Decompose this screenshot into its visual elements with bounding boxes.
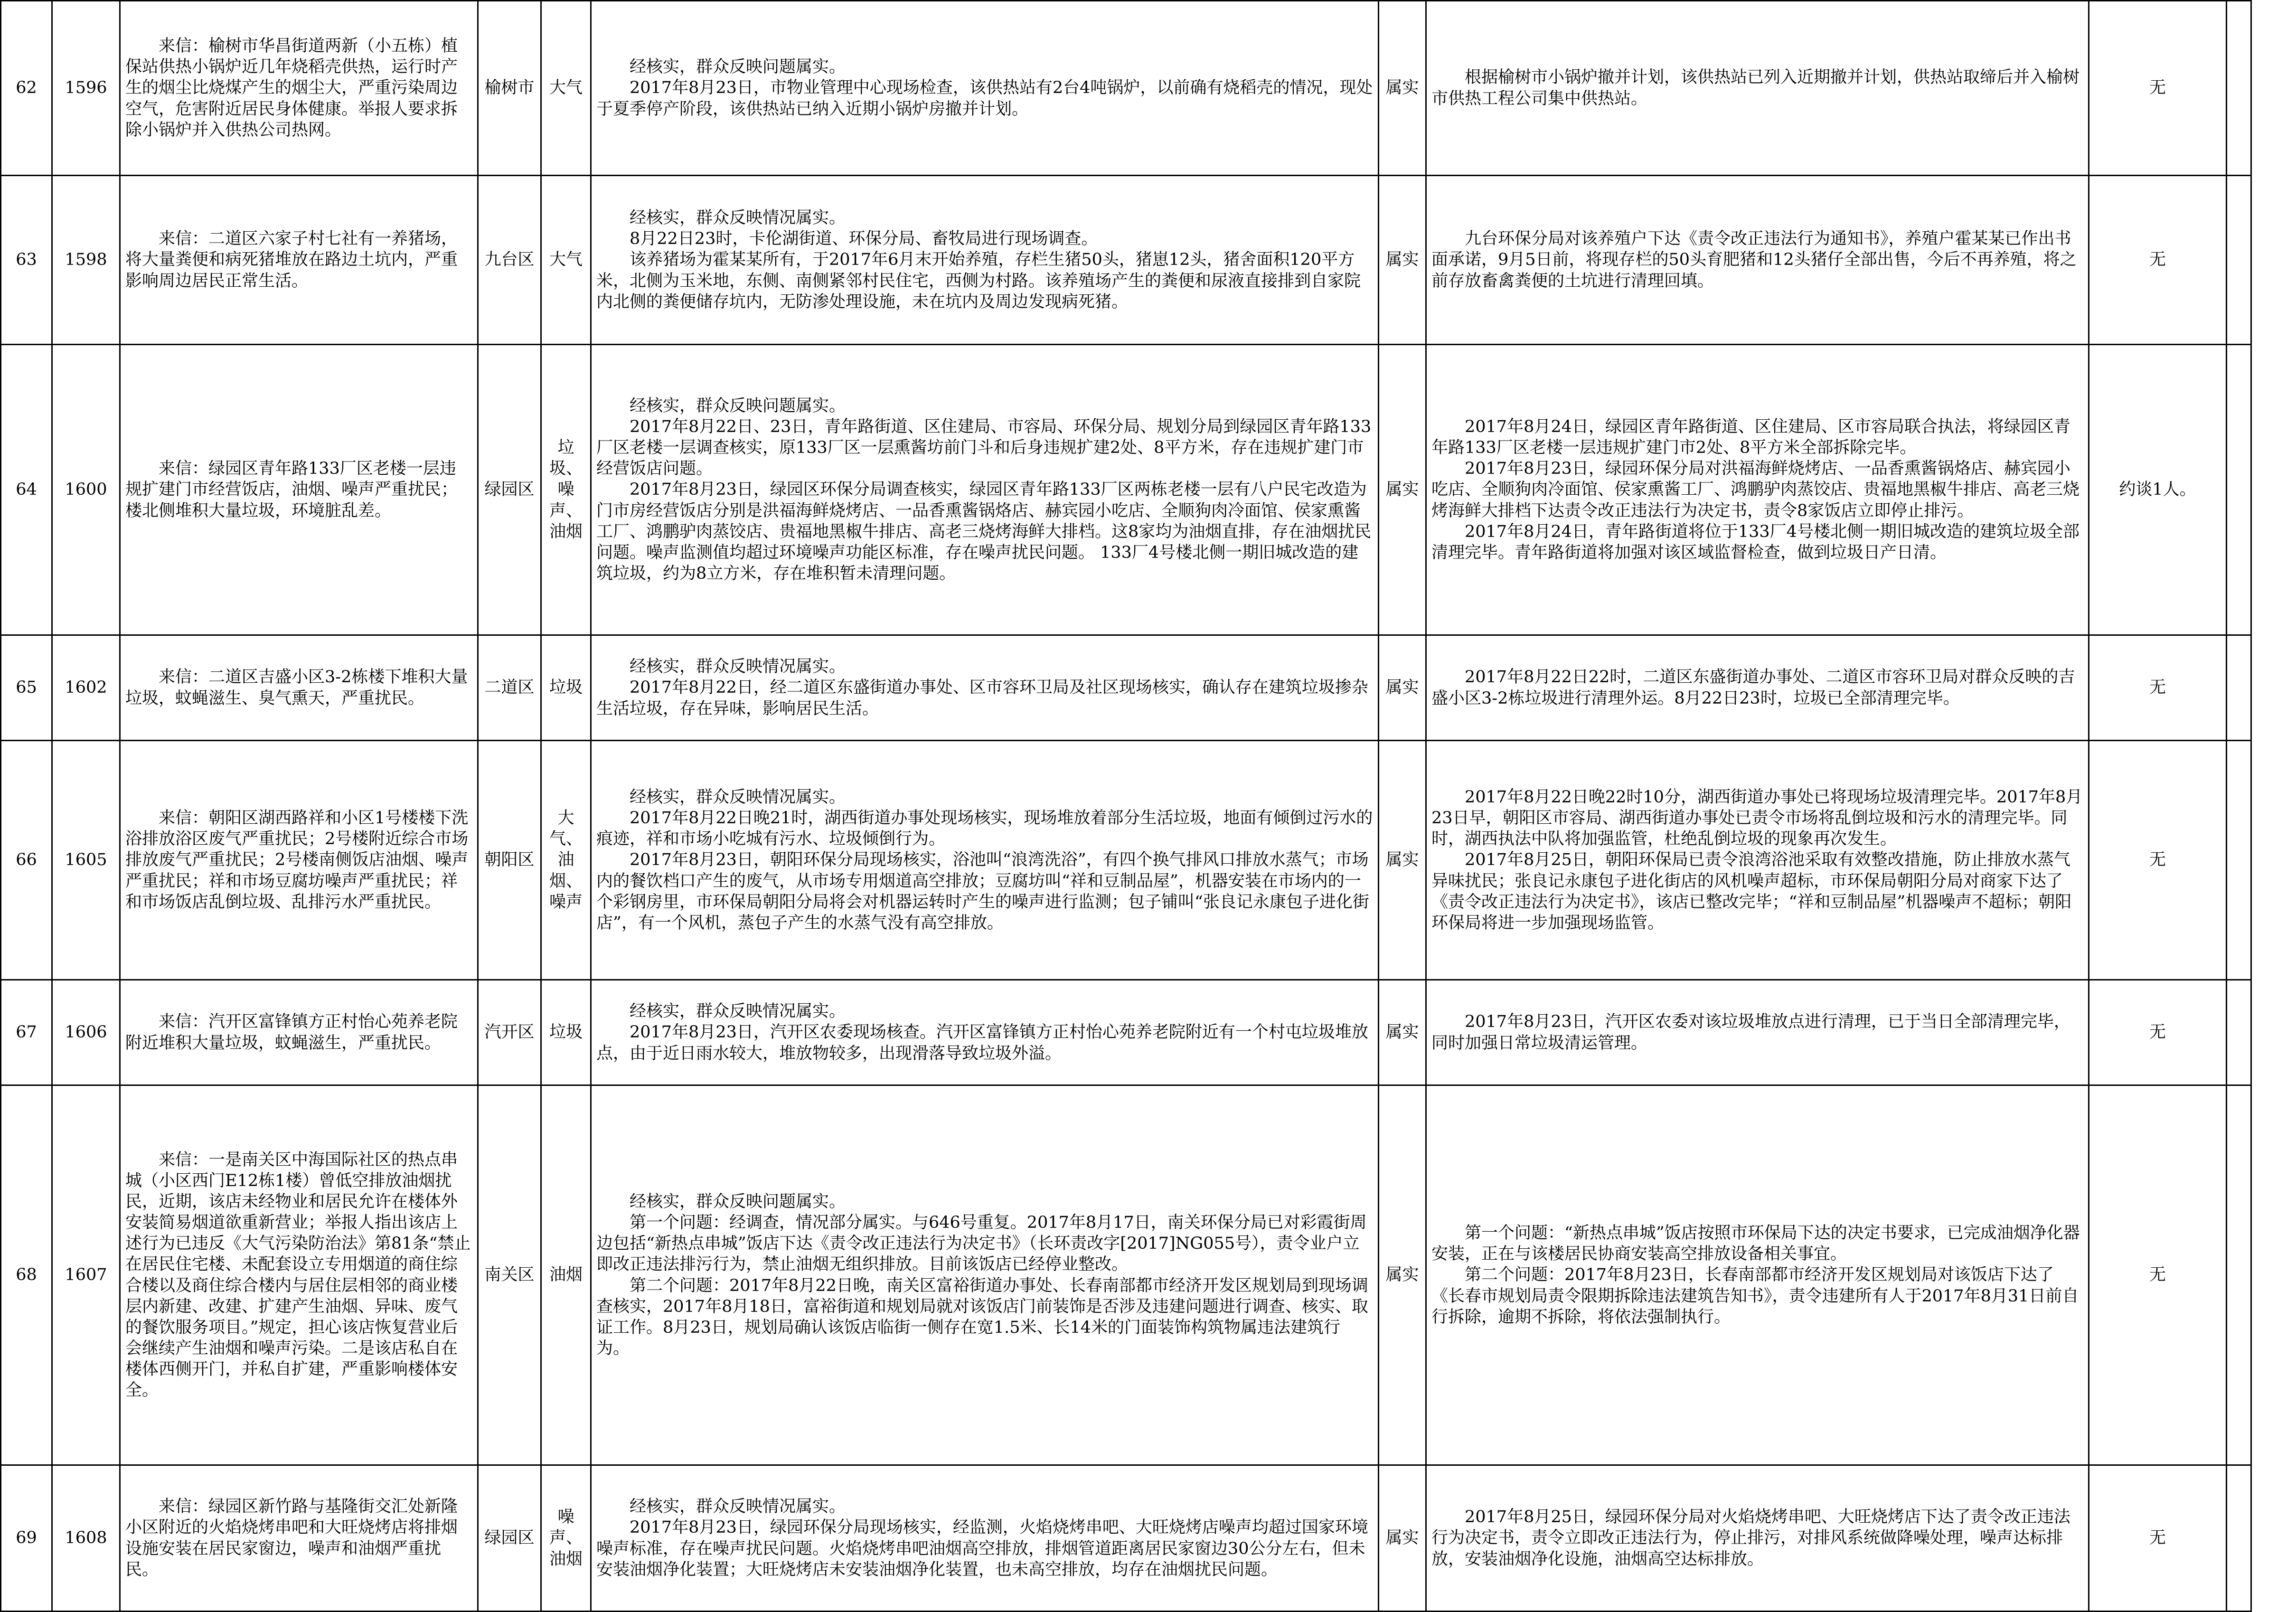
handling-cell: 2017年8月22日晚22时10分，湖西街道办事处已将现场垃圾清理完毕。2017年8月23日早，朝阳区市容局、湖西街道办事处已责令市场将乱倒垃圾和污水的清理完毕。同时，湖西执法中队将加强监管，杜绝乱倒垃圾的现象再次发生。 2017年8月25日，朝阳环保局已责令浪湾浴池采取有效整改措施，防止排放水蒸气异味扰民；张良记永康包子进化街店的风机噪声超标，市环保局朝阳分局对商家下达了《责令改正违法行为决定书》，该店已整改完毕；“祥和豆制品屋”机器噪声不超标；朝阳环保局将进一步加强现场监管。: [1426, 741, 2089, 980]
seq-cell: 64: [1, 345, 52, 635]
handling-cell: 根据榆树市小锅炉撤并计划，该供热站已列入近期撤并计划，供热站取缔后并入榆树市供热工程公司集中供热站。: [1426, 1, 2089, 176]
verdict-cell: 属实: [1379, 741, 1426, 980]
verdict-cell: 属实: [1379, 1085, 1426, 1465]
table-row: [1, 1, 2251, 176]
accountability-cell: 无: [2089, 176, 2227, 345]
accountability-cell: 无: [2089, 1085, 2227, 1465]
type-cell: 大气、油烟、噪声: [541, 741, 591, 980]
findings-cell: 经核实，群众反映情况属实。 2017年8月23日，汽开区农委现场核查。汽开区富锋镇方正村怡心苑养老院附近有一个村屯垃圾堆放点，由于近日雨水较大，堆放物较多，出现滑落导致垃圾外溢。: [591, 980, 1379, 1085]
table-row: [1, 635, 2251, 741]
seq-cell: 68: [1, 1085, 52, 1465]
verdict-cell: 属实: [1379, 176, 1426, 345]
extra-cell: [2227, 345, 2251, 635]
findings-cell: 经核实，群众反映问题属实。 第一个问题：经调查，情况部分属实。与646号重复。2017年8月17日，南关环保分局已对彩霞街周边包括“新热点串城”饭店下达《责令改正违法行为决定书》（长环责改字[2017]NG055号），责令业户立即改正违法排污行为，禁止油烟无组织排放。目前该饭店已经停业整改。 第二个问题：2017年8月22日晚，南关区富裕街道办事处、长春南部都市经济开发区规划局到现场调查核实，2017年8月18日，富裕街道和规划局就对该饭店门前装饰是否涉及违建问题进行调查、核实、取证工作。8月23日，规划局确认该饭店临街一侧存在宽1.5米、长14米的门面装饰构筑物属违法建筑行为。: [591, 1085, 1379, 1465]
type-cell: 大气: [541, 176, 591, 345]
letter-cell: 来信：榆树市华昌街道两新（小五栋）植保站供热小锅炉近几年烧稻壳供热，运行时产生的烟尘比烧煤产生的烟尘大，严重污染周边空气，危害附近居民身体健康。举报人要求拆除小锅炉并入供热公司热网。: [120, 1, 478, 176]
letter-cell: 来信：汽开区富锋镇方正村怡心苑养老院附近堆积大量垃圾，蚊蝇滋生，严重扰民。: [120, 980, 478, 1085]
findings-cell: 经核实，群众反映问题属实。 2017年8月22日、23日，青年路街道、区住建局、市容局、环保分局、规划分局到绿园区青年路133厂区老楼一层调查核实，原133厂区一层熏酱坊前门斗和后身违规扩建2处、8平方米，存在违规扩建门市经营饭店问题。 2017年8月23日，绿园区环保分局调查核实，绿园区青年路133厂区两栋老楼一层有八户民宅改造为门市房经营饭店分别是洪福海鲜烧烤店、一品香熏酱锅烙店、赫宾园小吃店、全顺狗肉冷面馆、侯家熏酱工厂、鸿鹏驴肉蒸饺店、贵福地黑椒牛排店、高老三烧烤海鲜大排档。这8家均为油烟直排，存在油烟扰民问题。噪声监测值均超过环境噪声功能区标准，存在噪声扰民问题。 133厂4号楼北侧一期旧城改造的建筑垃圾，约为8立方米，存在堆积暂未清理问题。: [591, 345, 1379, 635]
district-cell: 二道区: [478, 635, 541, 741]
table-row: [1, 1465, 2251, 1612]
letter-cell: 来信：二道区吉盛小区3-2栋楼下堆积大量垃圾，蚊蝇滋生、臭气熏天，严重扰民。: [120, 635, 478, 741]
id-cell: 1605: [52, 741, 120, 980]
extra-cell: [2227, 1085, 2251, 1465]
verdict-cell: 属实: [1379, 1, 1426, 176]
table-row: [1, 345, 2251, 635]
accountability-cell: 无: [2089, 741, 2227, 980]
id-cell: 1608: [52, 1465, 120, 1612]
verdict-cell: 属实: [1379, 635, 1426, 741]
handling-cell: 2017年8月23日，汽开区农委对该垃圾堆放点进行清理，已于当日全部清理完毕，同时加强日常垃圾清运管理。: [1426, 980, 2089, 1085]
district-cell: 绿园区: [478, 1465, 541, 1612]
seq-cell: 65: [1, 635, 52, 741]
verdict-cell: 属实: [1379, 980, 1426, 1085]
findings-cell: 经核实，群众反映情况属实。 8月22日23时，卡伦湖街道、环保分局、畜牧局进行现场调查。 该养猪场为霍某某所有，于2017年6月末开始养殖，存栏生猪50头，猪崽12头，猪舍面积120平方米，北侧为玉米地，东侧、南侧紧邻村民住宅，西侧为村路。该养殖场产生的粪便和尿液直接排到自家院内北侧的粪便储存坑内，无防渗处理设施，未在坑内及周边发现病死猪。: [591, 176, 1379, 345]
seq-cell: 62: [1, 1, 52, 176]
letter-cell: 来信：朝阳区湖西路祥和小区1号楼楼下洗浴排放浴区废气严重扰民；2号楼附近综合市场排放废气严重扰民；2号楼南侧饭店油烟、噪声严重扰民；祥和市场豆腐坊噪声严重扰民；祥和市场饭店乱倒垃圾、乱排污水严重扰民。: [120, 741, 478, 980]
type-cell: 垃圾、噪声、油烟: [541, 345, 591, 635]
id-cell: 1600: [52, 345, 120, 635]
district-cell: 南关区: [478, 1085, 541, 1465]
findings-cell: 经核实，群众反映情况属实。 2017年8月22日，经二道区东盛街道办事处、区市容环卫局及社区现场核实，确认存在建筑垃圾掺杂生活垃圾，存在异味，影响居民生活。: [591, 635, 1379, 741]
findings-cell: 经核实，群众反映情况属实。 2017年8月22日晚21时，湖西街道办事处现场核实，现场堆放着部分生活垃圾，地面有倾倒过污水的痕迹，祥和市场小吃城有污水、垃圾倾倒行为。 2017年8月23日，朝阳环保分局现场核实，浴池叫“浪湾洗浴”，有四个换气排风口排放水蒸气；市场内的餐饮档口产生的废气，从市场专用烟道高空排放；豆腐坊叫“祥和豆制品屋”，机器安装在市场内的一个彩钢房里，市环保局朝阳分局将会对机器运转时产生的噪声进行监测；包子铺叫“张良记永康包子进化街店”，有一个风机，蒸包子产生的水蒸气没有高空排放。: [591, 741, 1379, 980]
table-row: [1, 741, 2251, 980]
accountability-cell: 无: [2089, 980, 2227, 1085]
district-cell: 汽开区: [478, 980, 541, 1085]
table-row: [1, 176, 2251, 345]
accountability-cell: 无: [2089, 1, 2227, 176]
extra-cell: [2227, 176, 2251, 345]
seq-cell: 67: [1, 980, 52, 1085]
handling-cell: 第一个问题：“新热点串城”饭店按照市环保局下达的决定书要求，已完成油烟净化器安装，正在与该楼居民协商安装高空排放设备相关事宜。 第二个问题：2017年8月23日，长春南部都市经济开发区规划局对该饭店下达了《长春市规划局责令限期拆除违法建筑告知书》，责令违建所有人于2017年8月31日前自行拆除，逾期不拆除，将依法强制执行。: [1426, 1085, 2089, 1465]
id-cell: 1607: [52, 1085, 120, 1465]
handling-cell: 2017年8月25日，绿园环保分局对火焰烧烤串吧、大旺烧烤店下达了责令改正违法行为决定书，责令立即改正违法行为，停止排污，对排风系统做降噪处理，噪声达标排放，安装油烟净化设施，油烟高空达标排放。: [1426, 1465, 2089, 1612]
district-cell: 榆树市: [478, 1, 541, 176]
letter-cell: 来信：绿园区青年路133厂区老楼一层违规扩建门市经营饭店，油烟、噪声严重扰民；楼北侧堆积大量垃圾，环境脏乱差。: [120, 345, 478, 635]
id-cell: 1596: [52, 1, 120, 176]
type-cell: 大气: [541, 1, 591, 176]
letter-cell: 来信：一是南关区中海国际社区的热点串城（小区西门E12栋1楼）曾低空排放油烟扰民，近期，该店未经物业和居民允许在楼体外安装简易烟道欲重新营业；举报人指出该店上述行为已违反《大气污染防治法》第81条“禁止在居民住宅楼、未配套设立专用烟道的商住综合楼以及商住综合楼内与居住层相邻的商业楼层内新建、改建、扩建产生油烟、异味、废气的餐饮服务项目。”规定，担心该店恢复营业后会继续产生油烟和噪声污染。二是该店私自在楼体西侧开门，并私自扩建，严重影响楼体安全。: [120, 1085, 478, 1465]
extra-cell: [2227, 635, 2251, 741]
type-cell: 垃圾: [541, 980, 591, 1085]
findings-cell: 经核实，群众反映情况属实。 2017年8月23日，绿园环保分局现场核实，经监测，火焰烧烤串吧、大旺烧烤店噪声均超过国家环境噪声标准，存在噪声扰民问题。火焰烧烤串吧油烟高空排放，排烟管道距离居民家窗边30公分左右，但未安装油烟净化装置；大旺烧烤店未安装油烟净化装置，也未高空排放，均存在油烟扰民问题。: [591, 1465, 1379, 1612]
extra-cell: [2227, 741, 2251, 980]
extra-cell: [2227, 1465, 2251, 1612]
type-cell: 垃圾: [541, 635, 591, 741]
district-cell: 朝阳区: [478, 741, 541, 980]
table-row: [1, 980, 2251, 1085]
extra-cell: [2227, 980, 2251, 1085]
handling-cell: 九台环保分局对该养殖户下达《责令改正违法行为通知书》，养殖户霍某某已作出书面承诺，9月5日前，将现存栏的50头育肥猪和12头猪仔全部出售，今后不再养殖，将之前存放畜禽粪便的土坑进行清理回填。: [1426, 176, 2089, 345]
accountability-cell: 无: [2089, 1465, 2227, 1612]
verdict-cell: 属实: [1379, 345, 1426, 635]
verdict-cell: 属实: [1379, 1465, 1426, 1612]
id-cell: 1602: [52, 635, 120, 741]
letter-cell: 来信：绿园区新竹路与基隆街交汇处新隆小区附近的火焰烧烤串吧和大旺烧烤店将排烟设施安装在居民家窗边，噪声和油烟严重扰民。: [120, 1465, 478, 1612]
table-row: [1, 1085, 2251, 1465]
id-cell: 1598: [52, 176, 120, 345]
extra-cell: [2227, 1, 2251, 176]
type-cell: 油烟: [541, 1085, 591, 1465]
district-cell: 绿园区: [478, 345, 541, 635]
district-cell: 九台区: [478, 176, 541, 345]
seq-cell: 66: [1, 741, 52, 980]
letter-cell: 来信：二道区六家子村七社有一养猪场，将大量粪便和病死猪堆放在路边土坑内，严重影响周边居民正常生活。: [120, 176, 478, 345]
seq-cell: 69: [1, 1465, 52, 1612]
id-cell: 1606: [52, 980, 120, 1085]
accountability-cell: 约谈1人。: [2089, 345, 2227, 635]
handling-cell: 2017年8月24日，绿园区青年路街道、区住建局、区市容局联合执法，将绿园区青年路133厂区老楼一层违规扩建门市2处、8平方米全部拆除完毕。 2017年8月23日，绿园环保分局对洪福海鲜烧烤店、一品香熏酱锅烙店、赫宾园小吃店、全顺狗肉冷面馆、侯家熏酱工厂、鸿鹏驴肉蒸饺店、贵福地黑椒牛排店、高老三烧烤海鲜大排档下达责令改正违法行为决定书，责令8家饭店立即停止排污。 2017年8月24日，青年路街道将位于133厂4号楼北侧一期旧城改造的建筑垃圾全部清理完毕。青年路街道将加强对该区域监督检查，做到垃圾日产日清。: [1426, 345, 2089, 635]
handling-cell: 2017年8月22日22时，二道区东盛街道办事处、二道区市容环卫局对群众反映的吉盛小区3-2栋垃圾进行清理外运。8月22日23时，垃圾已全部清理完毕。: [1426, 635, 2089, 741]
seq-cell: 63: [1, 176, 52, 345]
accountability-cell: 无: [2089, 635, 2227, 741]
type-cell: 噪声、油烟: [541, 1465, 591, 1612]
findings-cell: 经核实，群众反映问题属实。 2017年8月23日，市物业管理中心现场检查，该供热站有2台4吨锅炉，以前确有烧稻壳的情况，现处于夏季停产阶段，该供热站已纳入近期小锅炉房撤并计划。: [591, 1, 1379, 176]
